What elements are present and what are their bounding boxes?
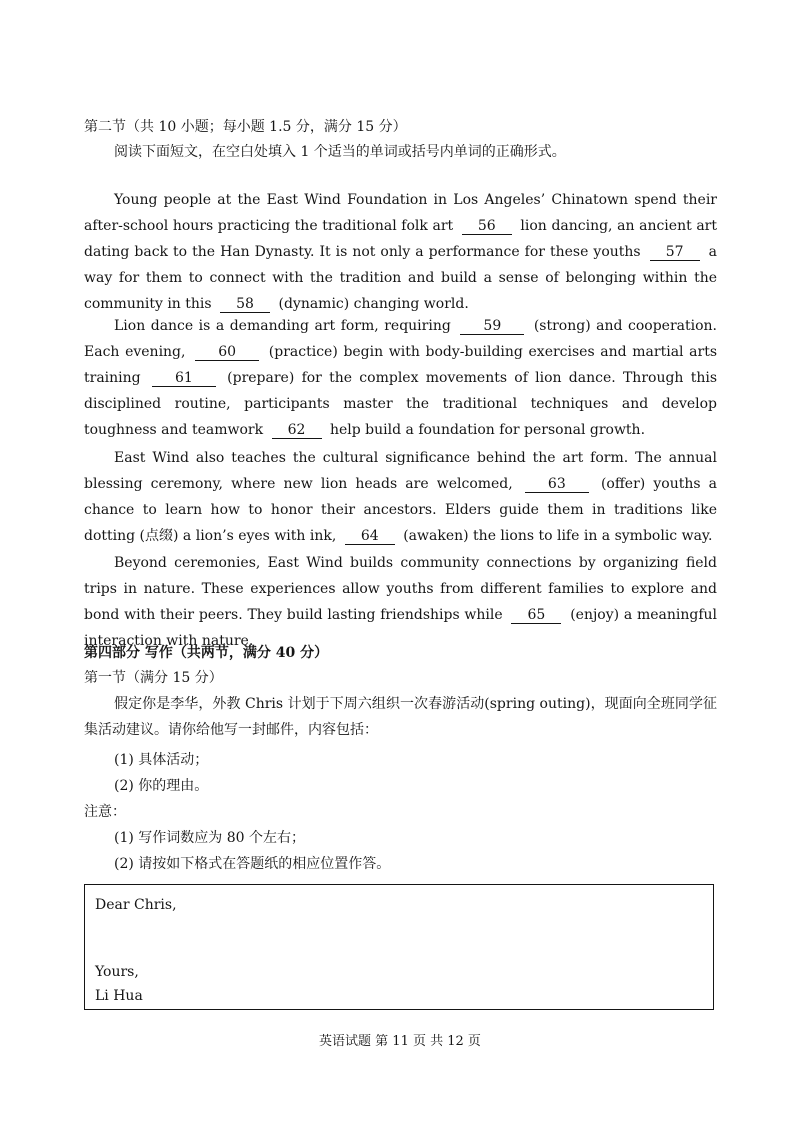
blank-59[interactable]: 59 bbox=[460, 318, 524, 335]
blank-57[interactable]: 57 bbox=[650, 244, 700, 261]
prompt-item-2: (2) 你的理由。 bbox=[114, 778, 209, 794]
section-heading: 第二节（共 10 小题；每小题 1.5 分，满分 15 分） bbox=[84, 119, 407, 135]
blank-56[interactable]: 56 bbox=[462, 218, 512, 235]
blank-64[interactable]: 64 bbox=[345, 528, 395, 545]
letter-signature: Li Hua bbox=[95, 988, 143, 1004]
page-footer: 英语试题 第 11 页 共 12 页 bbox=[319, 1034, 481, 1049]
part4-heading: 第四部分 写作（共两节，满分 40 分） bbox=[84, 645, 329, 661]
section-instruction: 阅读下面短文，在空白处填入 1 个适当的单词或括号内单词的正确形式。 bbox=[114, 144, 566, 160]
passage-text: (offer) youths a chance to learn how to honor their ancestors. Elders guide them in traditions like dotting (点缀) a lion’s eyes with ink, bbox=[84, 476, 717, 544]
passage-text: (dynamic) changing world. bbox=[278, 296, 469, 312]
note-label: 注意： bbox=[84, 804, 126, 820]
blank-58[interactable]: 58 bbox=[220, 296, 270, 313]
passage-text: help build a foundation for personal growth. bbox=[329, 422, 646, 438]
blank-60[interactable]: 60 bbox=[195, 344, 259, 361]
passage-text: a way for them to connect with the tradition and build a sense of belonging within the community in this bbox=[84, 244, 718, 312]
passage-text: Young people at the East Wind Foundation in Los Angeles’ Chinatown spend their after-school hours practicing the traditional folk art bbox=[84, 192, 717, 234]
prompt-text: 假定你是李华，外教 Chris 计划于下周六组织一次春游活动(spring outing)，现面向全班同学征集活动建议。请你给他写一封邮件，内容包括： bbox=[84, 696, 717, 738]
passage-text: (practice) begin with body-building exercises and martial arts training bbox=[84, 344, 718, 386]
writing-prompt bbox=[84, 691, 717, 743]
note-2: (2) 请按如下格式在答题纸的相应位置作答。 bbox=[114, 856, 391, 872]
prompt-item-1: (1) 具体活动； bbox=[114, 752, 209, 768]
blank-61[interactable]: 61 bbox=[152, 370, 216, 387]
letter-greeting: Dear Chris, bbox=[95, 897, 177, 913]
blank-65[interactable]: 65 bbox=[511, 607, 561, 624]
passage-text: East Wind also teaches the cultural significance behind the art form. The annual blessing ceremony, where new lion heads are welcomed, bbox=[84, 450, 717, 492]
passage-paragraph-2 bbox=[84, 313, 717, 443]
passage-text: lion dancing, an ancient art dating back to the Han Dynasty. It is not only a performance for these youths bbox=[84, 218, 717, 260]
blank-63[interactable]: 63 bbox=[525, 476, 589, 493]
passage-paragraph-1 bbox=[84, 187, 717, 317]
passage-paragraph-4 bbox=[84, 550, 717, 654]
passage-text: (prepare) for the complex movements of lion dance. Through this disciplined routine, participants master the traditional techniques and develop toughness and teamwork bbox=[84, 370, 718, 438]
letter-answer-box[interactable] bbox=[84, 884, 714, 1010]
section1-heading: 第一节（满分 15 分） bbox=[84, 670, 223, 686]
letter-closing: Yours, bbox=[95, 964, 139, 980]
passage-text: (strong) and cooperation. Each evening, bbox=[84, 318, 718, 360]
blank-62[interactable]: 62 bbox=[272, 422, 322, 439]
passage-text: Lion dance is a demanding art form, requiring bbox=[114, 318, 451, 334]
passage-text: (enjoy) a meaningful interaction with nature. bbox=[84, 607, 718, 649]
passage-text: Beyond ceremonies, East Wind builds community connections by organizing field trips in nature. These experiences allow youths from different families to explore and bond with their peers. They build lasting friendships while bbox=[84, 555, 717, 623]
passage-paragraph-3 bbox=[84, 445, 717, 549]
passage-text: (awaken) the lions to life in a symbolic way. bbox=[403, 528, 713, 544]
note-1: (1) 写作词数应为 80 个左右； bbox=[114, 830, 305, 846]
